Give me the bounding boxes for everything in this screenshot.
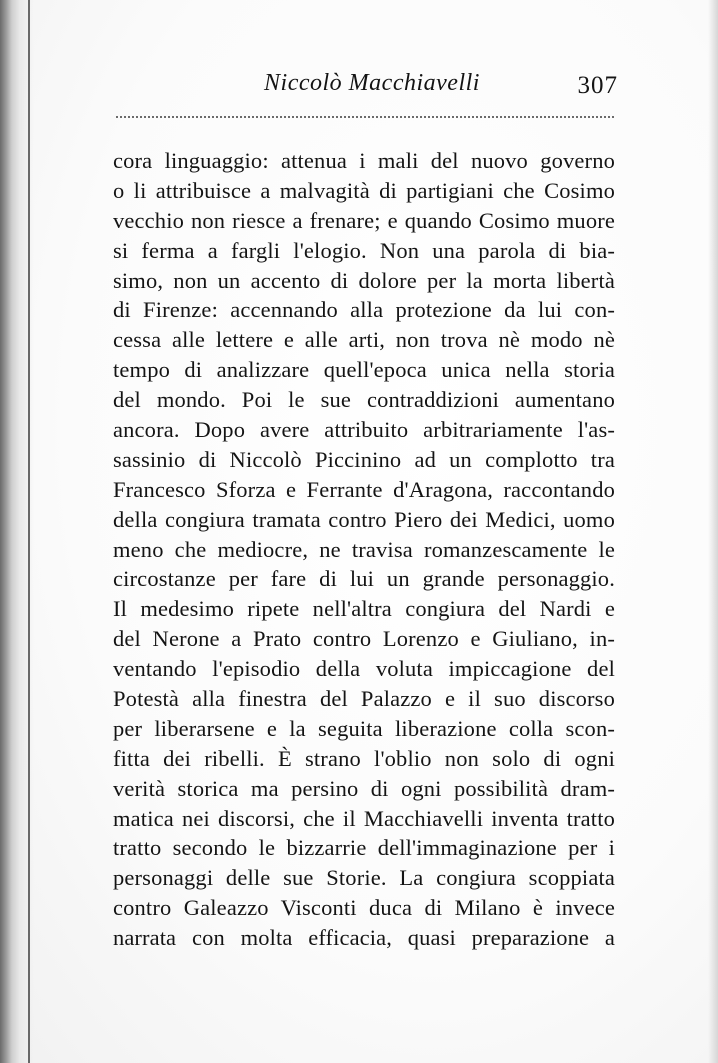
text-line: di Firenze: accennando alla protezione da lui con- <box>113 297 615 323</box>
text-line: Potestà alla finestra del Palazzo e il suo discorso <box>113 686 615 712</box>
text-line: del mondo. Poi le sue contraddizioni aumentano <box>113 387 615 413</box>
text-line: matica nei discorsi, che il Macchiavelli inventa tratto <box>113 805 615 831</box>
text-line: contro Galeazzo Visconti duca di Milano è invece <box>113 895 615 921</box>
text-line: Francesco Sforza e Ferrante d'Aragona, raccontando <box>113 476 615 502</box>
text-line: ancora. Dopo avere attribuito arbitrariamente l'as- <box>113 417 615 443</box>
running-head <box>108 66 624 106</box>
text-line: simo, non un accento di dolore per la morta libertà <box>113 267 615 293</box>
text-line: si ferma a fargli l'elogio. Non una parola di bia- <box>113 237 615 263</box>
text-line: tempo di analizzare quell'epoca unica nella storia <box>113 357 615 383</box>
text-line: tratto secondo le bizzarrie dell'immaginazione per i <box>113 835 615 861</box>
text-line: cora linguaggio: attenua i mali del nuovo governo <box>113 148 615 173</box>
text-line: meno che mediocre, ne travisa romanzescamente le <box>113 536 615 562</box>
page-number: 307 <box>577 72 618 99</box>
text-line: fitta dei ribelli. È strano l'oblio non solo di ogni <box>113 745 615 771</box>
page-edge-shadow <box>708 0 718 1063</box>
text-line: narrata con molta efficacia, quasi preparazione a <box>113 925 615 951</box>
text-line: personaggi delle sue Storie. La congiura scoppiata <box>113 865 615 891</box>
text-line: circostanze per fare di lui un grande personaggio. <box>113 566 615 592</box>
text-line: della congiura tramata contro Piero dei Medici, uomo <box>113 506 615 532</box>
text-line: sassinio di Niccolò Piccinino ad un complotto tra <box>113 446 615 472</box>
text-line: Il medesimo ripete nell'altra congiura del Nardi e <box>113 596 615 622</box>
header-dotted-rule <box>116 116 614 118</box>
binding-edge-line <box>28 0 30 1063</box>
running-title: Niccolò Macchiavelli <box>264 70 480 96</box>
body-text <box>113 146 615 953</box>
text-line: o li attribuisce a malvagità di partigiani che Cosimo <box>113 177 615 203</box>
text-line: per liberarsene e la seguita liberazione colla scon- <box>113 715 615 741</box>
text-line: cessa alle lettere e alle arti, non trova nè modo nè <box>113 327 615 353</box>
text-line: vecchio non riesce a frenare; e quando Cosimo muore <box>113 207 615 233</box>
text-line: del Nerone a Prato contro Lorenzo e Giuliano, in- <box>113 626 615 652</box>
text-line: verità storica ma persino di ogni possibilità dram- <box>113 775 615 801</box>
text-line: ventando l'episodio della voluta impiccagione del <box>113 656 615 682</box>
